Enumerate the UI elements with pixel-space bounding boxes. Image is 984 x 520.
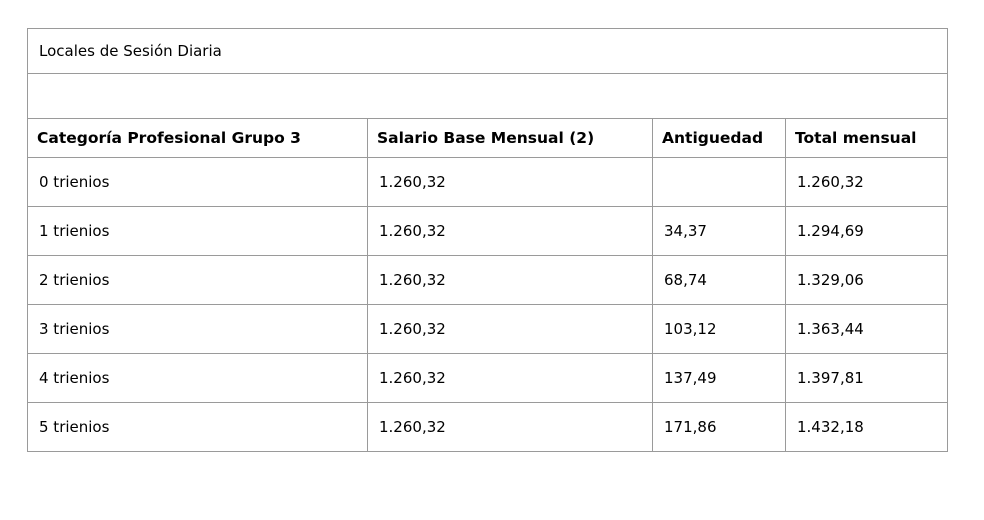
cell-total: 1.363,44 xyxy=(786,305,948,354)
salary-table xyxy=(27,28,948,452)
cell-categoria: 3 trienios xyxy=(28,305,368,354)
table-header-row xyxy=(28,119,948,158)
cell-salario-base: 1.260,32 xyxy=(368,207,653,256)
cell-salario-base: 1.260,32 xyxy=(368,158,653,207)
column-header-antiguedad: Antiguedad xyxy=(653,119,786,158)
table-title-row xyxy=(28,29,948,74)
table-title: Locales de Sesión Diaria xyxy=(28,29,948,74)
table-row xyxy=(28,305,948,354)
cell-total: 1.294,69 xyxy=(786,207,948,256)
cell-categoria: 1 trienios xyxy=(28,207,368,256)
cell-total: 1.432,18 xyxy=(786,403,948,452)
cell-salario-base: 1.260,32 xyxy=(368,305,653,354)
table-row xyxy=(28,207,948,256)
cell-antiguedad: 103,12 xyxy=(653,305,786,354)
cell-antiguedad: 34,37 xyxy=(653,207,786,256)
cell-salario-base: 1.260,32 xyxy=(368,354,653,403)
column-header-total: Total mensual xyxy=(786,119,948,158)
column-header-salario-base: Salario Base Mensual (2) xyxy=(368,119,653,158)
table-row xyxy=(28,158,948,207)
cell-antiguedad: 137,49 xyxy=(653,354,786,403)
cell-categoria: 0 trienios xyxy=(28,158,368,207)
cell-categoria: 4 trienios xyxy=(28,354,368,403)
blank-cell xyxy=(28,74,948,119)
column-header-categoria: Categoría Profesional Grupo 3 xyxy=(28,119,368,158)
cell-salario-base: 1.260,32 xyxy=(368,403,653,452)
cell-antiguedad: 68,74 xyxy=(653,256,786,305)
table-row xyxy=(28,354,948,403)
cell-antiguedad: 171,86 xyxy=(653,403,786,452)
cell-total: 1.260,32 xyxy=(786,158,948,207)
cell-salario-base: 1.260,32 xyxy=(368,256,653,305)
table-row xyxy=(28,403,948,452)
cell-antiguedad xyxy=(653,158,786,207)
cell-total: 1.397,81 xyxy=(786,354,948,403)
cell-total: 1.329,06 xyxy=(786,256,948,305)
salary-table-container xyxy=(27,28,947,452)
table-blank-row xyxy=(28,74,948,119)
cell-categoria: 2 trienios xyxy=(28,256,368,305)
cell-categoria: 5 trienios xyxy=(28,403,368,452)
table-row xyxy=(28,256,948,305)
